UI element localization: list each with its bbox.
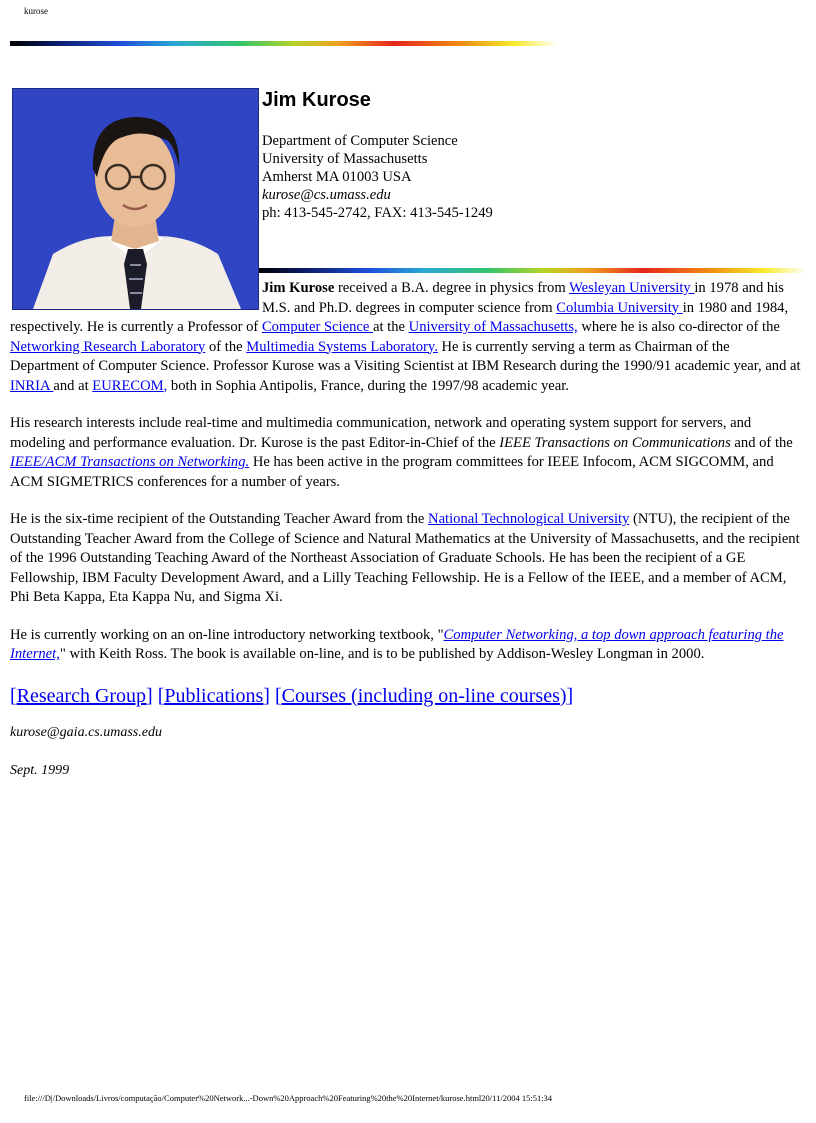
portrait-illustration — [13, 89, 258, 309]
link-columbia-university[interactable]: Columbia University — [556, 299, 683, 316]
link-courses[interactable]: [Courses (including on-line courses)] — [274, 684, 574, 707]
link-ieee-acm-ton[interactable]: IEEE/ACM Transactions on Networking. — [10, 454, 250, 470]
link-inria[interactable]: INRIA — [10, 377, 54, 394]
profile-photo — [12, 88, 259, 310]
link-networking-research-lab[interactable]: Networking Research Laboratory — [10, 338, 206, 355]
link-umass[interactable]: University of Massachusetts, — [408, 319, 578, 335]
bio-name: Jim Kurose — [262, 280, 335, 296]
journal-title: IEEE Transactions on Communications — [499, 434, 731, 451]
bio-paragraph-1: Jim Kurose received a B.A. degree in physics from Wesleyan University in 1978 and his M.S. and Ph.D. degrees in computer science from Columbia University in 1980 and 1984, respectively. He is currently a Professor of Computer Science at the University of Massachusetts, where he is also co-director of the Networking Research Laboratory of the Multimedia Systems Laboratory. He is currently serving a term as Chairman of the Department of Computer Science. Professor Kurose was a Visiting Scientist at IBM Research during the 1990/91 academic year, and at INRIA and at EURECOM, both in Sophia Antipolis, France, during the 1997/98 academic year. — [10, 280, 801, 394]
link-national-technological-university[interactable]: National Technological University — [428, 511, 630, 527]
link-textbook[interactable]: Computer Networking, a top down approach featuring the Internet, — [10, 626, 784, 662]
nav-links — [10, 683, 801, 709]
rainbow-divider-top — [10, 41, 558, 46]
link-computer-science[interactable]: Computer Science — [261, 319, 373, 335]
contact-email: kurose@cs.umass.edu — [262, 187, 391, 203]
link-multimedia-systems-lab[interactable]: Multimedia Systems Laboratory. — [246, 338, 438, 355]
link-publications[interactable]: [Publications] — [157, 684, 270, 707]
page-content — [10, 86, 801, 800]
print-header-title: kurose — [24, 6, 48, 16]
bio-paragraph-3: He is the six-time recipient of the Outstanding Teacher Award from the National Technological University (NTU), the recipient of the Outstanding Teacher Award from the College of Science and Natural Mathematics at the University of Massachusetts, and the recipient of the 1996 Outstanding Teaching Award of the Northeast Association of Graduate Schools. He has been the recipient of a GE Fellowship, IBM Faculty Development Award, and a Lilly Teaching Fellowship. He is a Fellow of the IEEE, and a member of ACM, Phi Beta Kappa, Eta Kappa Nu, and Sigma Xi. — [10, 511, 800, 605]
contact-phone: ph: 413-545-2742, FAX: 413-545-1249 — [262, 205, 493, 221]
address-university: University of Massachusetts — [262, 151, 428, 167]
page-title: Jim Kurose — [262, 89, 371, 111]
link-research-group[interactable]: [Research Group] — [10, 684, 153, 707]
address-city: Amherst MA 01003 USA — [262, 169, 412, 185]
link-wesleyan-university[interactable]: Wesleyan University — [569, 280, 695, 296]
bio-paragraph-4: He is currently working on an on-line introductory networking textbook, "Computer Networking, a top down approach featuring the Internet," with Keith Ross. The book is available on-line, and is to be published by Addison-Wesley Longman in 2000. — [10, 626, 784, 662]
print-footer-url: file:///D|/Downloads/Livros/computação/Computer%20Network...-Down%20Approach%20Featuring%20the%20Internet/kurose.html20/11/2004 15:51:34 — [24, 1093, 553, 1103]
footer-email: kurose@gaia.cs.umass.edu — [10, 724, 162, 740]
link-eurecom[interactable]: EURECOM, — [92, 377, 168, 394]
footer-date: Sept. 1999 — [10, 763, 70, 778]
bio-paragraph-2: His research interests include real-time and multimedia communication, network and operating system support for servers, and modeling and performance evaluation. Dr. Kurose is the past Editor-in-Chief of the IEEE Transactions on Communications and of the IEEE/ACM Transactions on Networking. He has been active in the program committees for IEEE Infocom, ACM SIGCOMM, and ACM SIGMETRICS conferences for a number of years. — [10, 415, 793, 490]
address-department: Department of Computer Science — [262, 133, 458, 149]
